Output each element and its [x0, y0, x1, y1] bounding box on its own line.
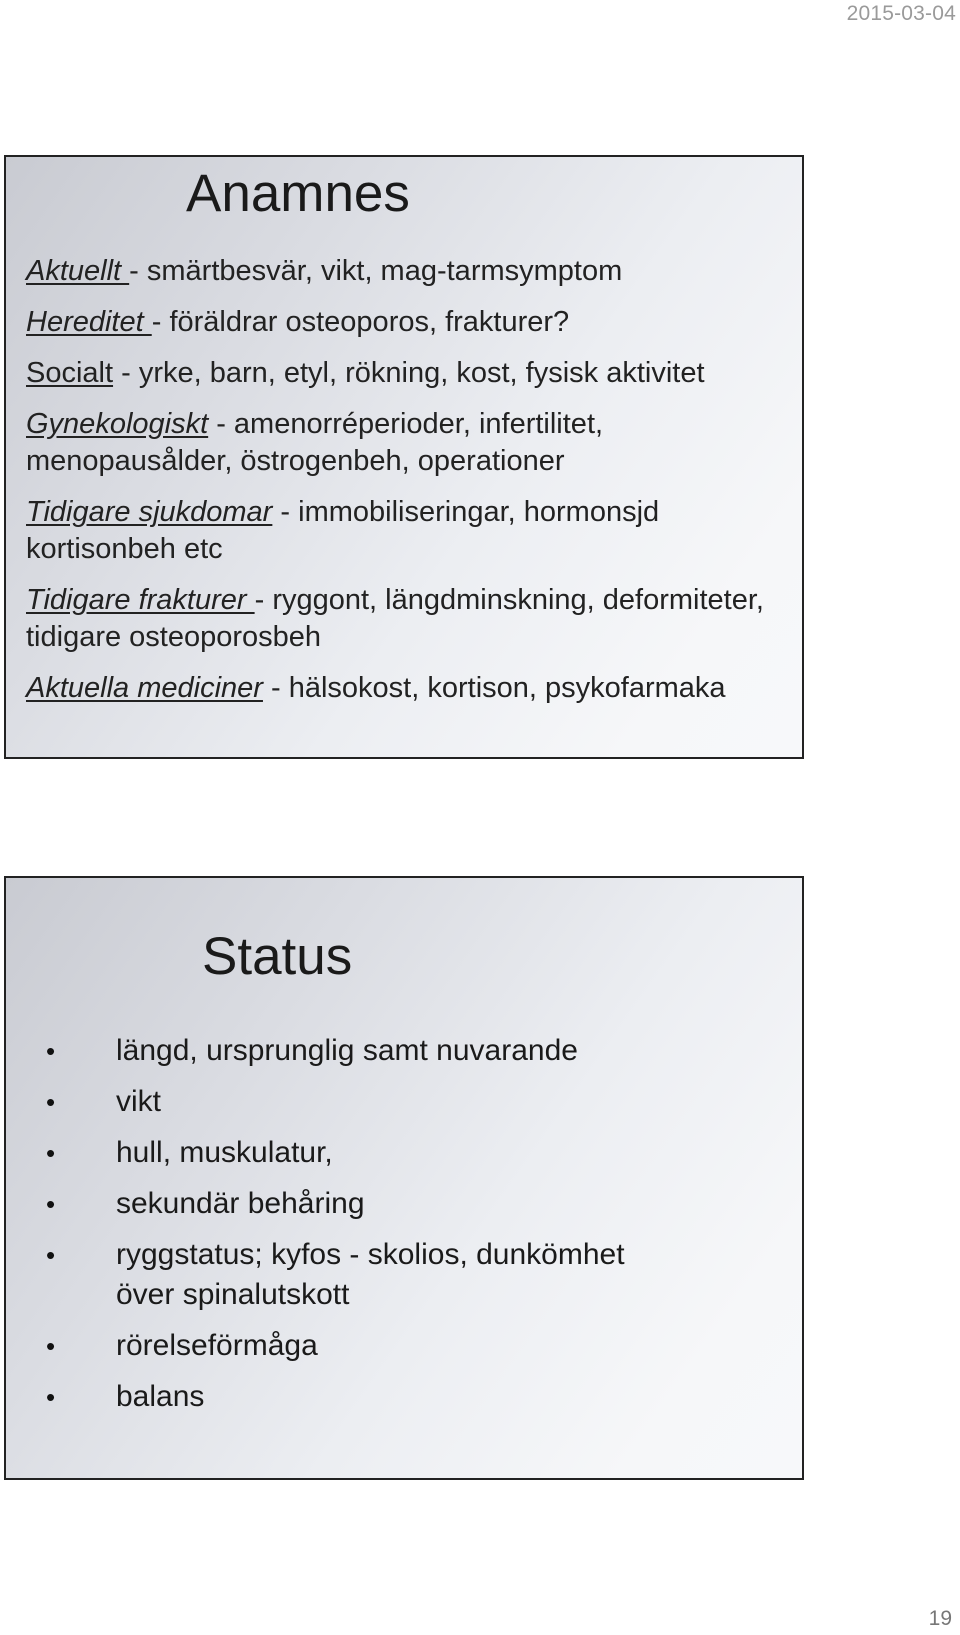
bullet-text: vikt: [116, 1085, 161, 1118]
slide-status: [4, 876, 804, 1480]
slide-title: Status: [202, 927, 353, 986]
status-bullet-item: [46, 1235, 786, 1315]
entry-text: - hälsokost, kortison, psykofarmaka: [262, 672, 726, 704]
entry-label: Gynekologiskt: [26, 408, 209, 440]
bullet-icon: •: [46, 1189, 56, 1219]
anamnes-entry-aktuella-mediciner: [26, 670, 796, 707]
entry-label: Tidigare frakturer: [26, 584, 255, 616]
slide-title: Anamnes: [186, 164, 410, 223]
anamnes-entry-tidigare-sjukdomar: [26, 494, 796, 568]
entry-label: Aktuellt: [26, 255, 130, 287]
status-bullet-item: [46, 1326, 786, 1366]
status-bullet-item: [46, 1133, 786, 1173]
bullet-icon: •: [46, 1138, 56, 1168]
entry-label: Aktuella mediciner: [26, 672, 263, 704]
entry-text: - ryggont, längdminskning, deformiteter, tidigare osteoporosbeh: [26, 584, 764, 653]
bullet-text: balans: [116, 1380, 205, 1413]
entry-label: Tidigare sjukdomar: [26, 496, 273, 528]
entry-text: - yrke, barn, etyl, rökning, kost, fysisk aktivitet: [113, 357, 705, 389]
anamnes-list: [26, 253, 796, 721]
bullet-text: ryggstatus; kyfos - skolios, dunkömhet över spinalutskott: [116, 1238, 625, 1311]
bullet-icon: •: [46, 1036, 56, 1066]
entry-text: - smärtbesvär, vikt, mag-tarmsymptom: [129, 255, 623, 287]
entry-text: - amenorréperioder, infertilitet, menopausålder, östrogenbeh, operationer: [26, 408, 604, 477]
entry-text: - immobiliseringar, hormonsjd kortisonbeh etc: [26, 496, 660, 565]
anamnes-entry-socialt: [26, 355, 796, 392]
status-bullet-item: [46, 1377, 786, 1417]
bullet-icon: •: [46, 1087, 56, 1117]
anamnes-entry-aktuellt: [26, 253, 796, 290]
slide-anamnes: [4, 155, 804, 759]
entry-text: - föräldrar osteoporos, frakturer?: [151, 306, 570, 338]
bullet-icon: •: [46, 1240, 56, 1270]
bullet-text: hull, muskulatur,: [116, 1136, 333, 1169]
bullet-icon: •: [46, 1331, 56, 1361]
bullet-icon: •: [46, 1382, 56, 1412]
anamnes-entry-tidigare-frakturer: [26, 582, 796, 656]
status-bullet-item: [46, 1082, 786, 1122]
status-bullet-item: [46, 1031, 786, 1071]
page-number: 19: [928, 1607, 952, 1630]
status-bullet-list: [46, 1031, 786, 1428]
bullet-text: rörelseförmåga: [116, 1329, 318, 1362]
anamnes-entry-gynekologiskt: [26, 406, 796, 480]
document-date: 2015-03-04: [846, 2, 956, 25]
entry-label: Hereditet: [26, 306, 152, 338]
bullet-text: sekundär behåring: [116, 1187, 365, 1220]
status-bullet-item: [46, 1184, 786, 1224]
entry-label: Socialt: [26, 357, 114, 389]
bullet-text: längd, ursprunglig samt nuvarande: [116, 1034, 578, 1067]
anamnes-entry-hereditet: [26, 304, 796, 341]
